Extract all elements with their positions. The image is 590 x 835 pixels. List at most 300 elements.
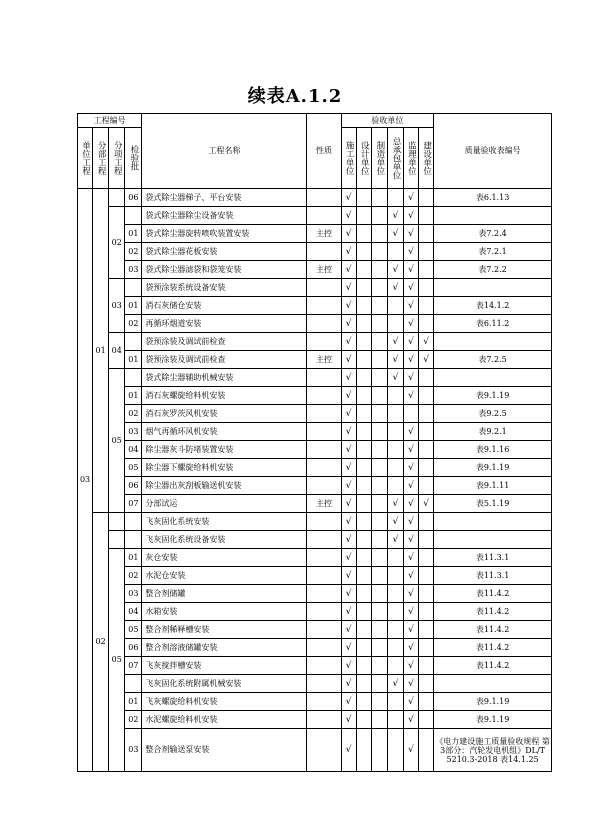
check-mark-cell — [371, 189, 387, 207]
check-mark-cell — [356, 207, 371, 225]
nature-cell: 主控 — [307, 351, 341, 369]
table-row — [78, 729, 552, 772]
check-mark-cell — [387, 603, 403, 621]
check-mark-cell: √ — [387, 513, 403, 531]
check-mark-cell: √ — [341, 279, 356, 297]
check-mark-cell — [371, 315, 387, 333]
check-mark-cell: √ — [387, 495, 403, 513]
project-name-cell: 袋式除尘器旋转喷吹装置安装 — [142, 225, 307, 243]
form-no-cell — [434, 675, 552, 693]
lot-cell — [125, 279, 142, 297]
check-mark-cell — [387, 243, 403, 261]
form-no-cell: 表11.4.2 — [434, 621, 552, 639]
check-mark-cell: √ — [387, 351, 403, 369]
check-mark-cell — [371, 549, 387, 567]
check-mark-cell — [371, 423, 387, 441]
table-row — [78, 513, 552, 531]
check-mark-cell: √ — [387, 279, 403, 297]
check-mark-cell: √ — [403, 693, 418, 711]
nature-cell — [307, 279, 341, 297]
lot-cell — [125, 675, 142, 693]
nature-cell: 主控 — [307, 225, 341, 243]
nature-cell — [307, 531, 341, 549]
check-mark-cell — [356, 531, 371, 549]
check-mark-cell — [356, 711, 371, 729]
header-owner: 建设单位 — [421, 141, 432, 175]
form-no-cell: 表9.1.11 — [434, 477, 552, 495]
item-project-cell: 02 — [109, 207, 125, 279]
check-mark-cell — [371, 225, 387, 243]
check-mark-cell — [356, 333, 371, 351]
lot-cell — [125, 513, 142, 531]
check-mark-cell — [387, 459, 403, 477]
nature-cell — [307, 477, 341, 495]
form-no-cell: 表11.4.2 — [434, 657, 552, 675]
lot-cell — [125, 369, 142, 387]
check-mark-cell — [387, 693, 403, 711]
check-mark-cell — [419, 549, 434, 567]
table-row — [78, 225, 552, 243]
check-mark-cell — [371, 513, 387, 531]
check-mark-cell: √ — [341, 441, 356, 459]
check-mark-cell: √ — [403, 621, 418, 639]
table-row — [78, 333, 552, 351]
nature-cell — [307, 549, 341, 567]
project-name-cell: 整合剂溶液储罐安装 — [142, 639, 307, 657]
check-mark-cell — [387, 387, 403, 405]
form-no-cell: 表9.1.19 — [434, 387, 552, 405]
table-row — [78, 585, 552, 603]
check-mark-cell: √ — [403, 441, 418, 459]
check-mark-cell — [356, 639, 371, 657]
check-mark-cell — [387, 405, 403, 423]
check-mark-cell — [419, 243, 434, 261]
header-acceptance-units: 验收单位 — [341, 114, 434, 128]
check-mark-cell — [356, 513, 371, 531]
nature-cell — [307, 423, 341, 441]
form-no-cell: 《电力建设施工质量验收规程 第3部分：汽轮发电机组》DL/T 5210.3-2018 表14.1.25 — [434, 729, 552, 772]
project-name-cell: 灰仓安装 — [142, 549, 307, 567]
lot-cell: 01 — [125, 549, 142, 567]
check-mark-cell: √ — [419, 495, 434, 513]
check-mark-cell — [387, 297, 403, 315]
check-mark-cell: √ — [341, 207, 356, 225]
check-mark-cell — [419, 369, 434, 387]
check-mark-cell — [419, 513, 434, 531]
table-row — [78, 603, 552, 621]
table-row — [78, 459, 552, 477]
nature-cell — [307, 315, 341, 333]
lot-cell: 04 — [125, 603, 142, 621]
project-name-cell: 分部试运 — [142, 495, 307, 513]
check-mark-cell: √ — [403, 675, 418, 693]
nature-cell — [307, 243, 341, 261]
project-name-cell: 飞灰固化系统安装 — [142, 513, 307, 531]
check-mark-cell: √ — [419, 351, 434, 369]
project-name-cell: 整合剂输送泵安装 — [142, 729, 307, 772]
check-mark-cell: √ — [341, 711, 356, 729]
check-mark-cell: √ — [341, 369, 356, 387]
check-mark-cell: √ — [403, 603, 418, 621]
check-mark-cell: √ — [403, 315, 418, 333]
check-mark-cell — [387, 477, 403, 495]
check-mark-cell: √ — [387, 333, 403, 351]
check-mark-cell: √ — [341, 693, 356, 711]
form-no-cell: 表11.4.2 — [434, 603, 552, 621]
check-mark-cell: √ — [403, 729, 418, 772]
form-no-cell — [434, 531, 552, 549]
lot-cell: 05 — [125, 621, 142, 639]
table-row — [78, 387, 552, 405]
form-no-cell: 表14.1.2 — [434, 297, 552, 315]
lot-cell — [125, 207, 142, 225]
check-mark-cell: √ — [341, 621, 356, 639]
project-name-cell: 袋预涂装及调试前检查 — [142, 333, 307, 351]
table-row — [78, 369, 552, 387]
form-no-cell: 表5.1.19 — [434, 495, 552, 513]
check-mark-cell: √ — [403, 225, 418, 243]
nature-cell — [307, 585, 341, 603]
header-sub-project: 分部工程 — [96, 141, 107, 175]
check-mark-cell — [371, 333, 387, 351]
header-general-contractor: 总承包单位 — [390, 136, 401, 180]
project-name-cell: 飞灰螺旋给料机安装 — [142, 693, 307, 711]
project-name-cell: 袋式除尘器辅助机械安装 — [142, 369, 307, 387]
table-row — [78, 243, 552, 261]
form-no-cell — [434, 369, 552, 387]
check-mark-cell: √ — [387, 675, 403, 693]
item-project-cell: 04 — [109, 333, 125, 369]
check-mark-cell: √ — [387, 225, 403, 243]
check-mark-cell: √ — [403, 459, 418, 477]
check-mark-cell: √ — [341, 675, 356, 693]
check-mark-cell — [371, 405, 387, 423]
table-row — [78, 495, 552, 513]
check-mark-cell: √ — [403, 531, 418, 549]
check-mark-cell — [356, 603, 371, 621]
nature-cell — [307, 639, 341, 657]
check-mark-cell: √ — [341, 495, 356, 513]
nature-cell — [307, 297, 341, 315]
header-inspection-lot: 检验批 — [128, 145, 139, 171]
check-mark-cell: √ — [403, 387, 418, 405]
project-name-cell: 袋式除尘器梯子、平台安装 — [142, 189, 307, 207]
project-name-cell: 再循环烟道安装 — [142, 315, 307, 333]
project-name-cell: 袋预涂装系统设备安装 — [142, 279, 307, 297]
check-mark-cell — [356, 549, 371, 567]
nature-cell — [307, 369, 341, 387]
table-row — [78, 423, 552, 441]
project-name-cell: 水泥仓安装 — [142, 567, 307, 585]
nature-cell — [307, 405, 341, 423]
project-name-cell: 飞灰固化系统设备安装 — [142, 531, 307, 549]
check-mark-cell — [371, 711, 387, 729]
project-name-cell: 袋预涂装及调试前检查 — [142, 351, 307, 369]
check-mark-cell — [371, 351, 387, 369]
lot-cell — [125, 531, 142, 549]
check-mark-cell — [356, 729, 371, 772]
check-mark-cell: √ — [403, 243, 418, 261]
check-mark-cell: √ — [341, 351, 356, 369]
table-row — [78, 189, 552, 207]
lot-cell: 07 — [125, 657, 142, 675]
check-mark-cell: √ — [403, 369, 418, 387]
table-row — [78, 711, 552, 729]
check-mark-cell — [356, 495, 371, 513]
table-row — [78, 405, 552, 423]
check-mark-cell — [371, 207, 387, 225]
lot-cell: 02 — [125, 567, 142, 585]
lot-cell: 03 — [125, 261, 142, 279]
form-no-cell: 表11.3.1 — [434, 549, 552, 567]
check-mark-cell: √ — [341, 531, 356, 549]
table-row — [78, 531, 552, 549]
lot-cell: 06 — [125, 189, 142, 207]
header-project-code: 工程编号 — [78, 114, 142, 128]
lot-cell: 01 — [125, 351, 142, 369]
check-mark-cell — [371, 639, 387, 657]
check-mark-cell — [387, 441, 403, 459]
check-mark-cell — [356, 261, 371, 279]
sub-project-cell: 02 — [93, 513, 109, 772]
check-mark-cell — [356, 369, 371, 387]
check-mark-cell — [419, 585, 434, 603]
lot-cell: 04 — [125, 441, 142, 459]
quality-acceptance-table — [77, 113, 552, 772]
check-mark-cell — [371, 243, 387, 261]
check-mark-cell — [387, 729, 403, 772]
nature-cell — [307, 333, 341, 351]
check-mark-cell — [387, 549, 403, 567]
form-no-cell: 表9.2.5 — [434, 405, 552, 423]
check-mark-cell — [419, 621, 434, 639]
nature-cell — [307, 621, 341, 639]
header-project-name: 工程名称 — [142, 114, 307, 189]
check-mark-cell — [356, 675, 371, 693]
form-no-cell: 表7.2.2 — [434, 261, 552, 279]
check-mark-cell — [387, 585, 403, 603]
form-no-cell: 表9.1.19 — [434, 711, 552, 729]
check-mark-cell — [356, 189, 371, 207]
check-mark-cell — [419, 387, 434, 405]
project-name-cell: 整合剂储罐 — [142, 585, 307, 603]
check-mark-cell: √ — [341, 657, 356, 675]
check-mark-cell — [356, 423, 371, 441]
table-row — [78, 657, 552, 675]
form-no-cell: 表11.4.2 — [434, 639, 552, 657]
check-mark-cell — [356, 459, 371, 477]
check-mark-cell — [387, 423, 403, 441]
form-no-cell: 表9.1.16 — [434, 441, 552, 459]
check-mark-cell — [387, 711, 403, 729]
check-mark-cell — [371, 459, 387, 477]
check-mark-cell: √ — [403, 711, 418, 729]
page-title: 续表A.1.2 — [247, 86, 343, 107]
check-mark-cell: √ — [403, 585, 418, 603]
check-mark-cell — [419, 477, 434, 495]
form-no-cell — [434, 279, 552, 297]
check-mark-cell: √ — [403, 513, 418, 531]
table-row — [78, 261, 552, 279]
form-no-cell: 表9.1.19 — [434, 693, 552, 711]
check-mark-cell: √ — [403, 657, 418, 675]
check-mark-cell: √ — [341, 477, 356, 495]
check-mark-cell: √ — [341, 387, 356, 405]
lot-cell: 03 — [125, 729, 142, 772]
nature-cell — [307, 567, 341, 585]
check-mark-cell: √ — [341, 639, 356, 657]
check-mark-cell — [419, 729, 434, 772]
check-mark-cell: √ — [403, 351, 418, 369]
table-row — [78, 207, 552, 225]
form-no-cell — [434, 513, 552, 531]
check-mark-cell — [356, 693, 371, 711]
nature-cell — [307, 693, 341, 711]
check-mark-cell — [371, 729, 387, 772]
item-project-cell: 05 — [109, 549, 125, 772]
project-name-cell: 除尘器出灰刮板输送机安装 — [142, 477, 307, 495]
lot-cell: 03 — [125, 423, 142, 441]
check-mark-cell: √ — [341, 549, 356, 567]
check-mark-cell — [419, 225, 434, 243]
form-no-cell: 表7.2.5 — [434, 351, 552, 369]
check-mark-cell — [371, 441, 387, 459]
lot-cell: 07 — [125, 495, 142, 513]
check-mark-cell — [419, 675, 434, 693]
item-project-cell: 03 — [109, 279, 125, 333]
check-mark-cell — [419, 567, 434, 585]
header-construction: 施工单位 — [344, 141, 355, 175]
item-project-cell — [109, 531, 125, 549]
table-row — [78, 639, 552, 657]
form-no-cell: 表11.3.1 — [434, 567, 552, 585]
check-mark-cell — [356, 225, 371, 243]
check-mark-cell — [356, 279, 371, 297]
check-mark-cell — [356, 441, 371, 459]
check-mark-cell — [371, 495, 387, 513]
nature-cell — [307, 711, 341, 729]
project-name-cell: 水泥螺旋给料机安装 — [142, 711, 307, 729]
check-mark-cell: √ — [403, 279, 418, 297]
check-mark-cell — [419, 711, 434, 729]
table-row — [78, 621, 552, 639]
header-supervision: 监理单位 — [406, 141, 417, 175]
check-mark-cell — [387, 315, 403, 333]
check-mark-cell: √ — [341, 297, 356, 315]
nature-cell: 主控 — [307, 261, 341, 279]
nature-cell — [307, 189, 341, 207]
item-project-cell: 05 — [109, 369, 125, 513]
lot-cell: 02 — [125, 315, 142, 333]
form-no-cell: 表11.4.2 — [434, 585, 552, 603]
form-no-cell: 表7.2.4 — [434, 225, 552, 243]
check-mark-cell: √ — [341, 405, 356, 423]
check-mark-cell — [419, 189, 434, 207]
check-mark-cell — [356, 387, 371, 405]
check-mark-cell — [356, 567, 371, 585]
table-row — [78, 441, 552, 459]
check-mark-cell — [419, 315, 434, 333]
check-mark-cell: √ — [403, 567, 418, 585]
check-mark-cell: √ — [403, 495, 418, 513]
lot-cell: 02 — [125, 405, 142, 423]
check-mark-cell: √ — [419, 333, 434, 351]
check-mark-cell: √ — [403, 261, 418, 279]
nature-cell — [307, 603, 341, 621]
nature-cell — [307, 729, 341, 772]
header-nature: 性质 — [307, 114, 341, 189]
check-mark-cell: √ — [341, 261, 356, 279]
check-mark-cell: √ — [403, 549, 418, 567]
check-mark-cell — [419, 459, 434, 477]
check-mark-cell: √ — [341, 243, 356, 261]
check-mark-cell — [371, 693, 387, 711]
unit-project-cell: 03 — [78, 189, 93, 772]
form-no-cell: 表6.1.13 — [434, 189, 552, 207]
header-manufacture: 制造单位 — [374, 141, 385, 175]
project-name-cell: 消石灰螺旋给料机安装 — [142, 387, 307, 405]
check-mark-cell — [371, 621, 387, 639]
check-mark-cell — [356, 405, 371, 423]
check-mark-cell: √ — [403, 207, 418, 225]
table-row — [78, 549, 552, 567]
check-mark-cell: √ — [403, 477, 418, 495]
lot-cell: 05 — [125, 459, 142, 477]
lot-cell: 01 — [125, 225, 142, 243]
check-mark-cell — [387, 657, 403, 675]
check-mark-cell: √ — [341, 729, 356, 772]
form-no-cell: 表9.2.1 — [434, 423, 552, 441]
check-mark-cell — [419, 693, 434, 711]
lot-cell: 06 — [125, 477, 142, 495]
check-mark-cell — [419, 423, 434, 441]
nature-cell — [307, 387, 341, 405]
check-mark-cell — [371, 531, 387, 549]
project-name-cell: 袋式除尘器除尘设备安装 — [142, 207, 307, 225]
check-mark-cell: √ — [403, 189, 418, 207]
check-mark-cell — [371, 567, 387, 585]
project-name-cell: 消石灰储仓安装 — [142, 297, 307, 315]
table-row — [78, 279, 552, 297]
table-row — [78, 297, 552, 315]
lot-cell: 03 — [125, 585, 142, 603]
header-item-project: 分项工程 — [112, 141, 123, 175]
table-row — [78, 693, 552, 711]
sub-project-cell: 01 — [93, 189, 109, 513]
lot-cell — [125, 333, 142, 351]
check-mark-cell — [371, 657, 387, 675]
project-name-cell: 除尘器下螺旋给料机安装 — [142, 459, 307, 477]
project-name-cell: 整合剂稀释槽安装 — [142, 621, 307, 639]
check-mark-cell — [356, 657, 371, 675]
check-mark-cell — [356, 315, 371, 333]
table-row — [78, 315, 552, 333]
check-mark-cell — [356, 351, 371, 369]
check-mark-cell — [371, 261, 387, 279]
check-mark-cell — [419, 531, 434, 549]
nature-cell — [307, 207, 341, 225]
check-mark-cell: √ — [387, 531, 403, 549]
check-mark-cell: √ — [403, 333, 418, 351]
form-no-cell: 表7.2.1 — [434, 243, 552, 261]
lot-cell: 01 — [125, 693, 142, 711]
nature-cell — [307, 459, 341, 477]
form-no-cell — [434, 207, 552, 225]
check-mark-cell: √ — [341, 225, 356, 243]
nature-cell — [307, 441, 341, 459]
project-name-cell: 水箱安装 — [142, 603, 307, 621]
check-mark-cell — [387, 567, 403, 585]
